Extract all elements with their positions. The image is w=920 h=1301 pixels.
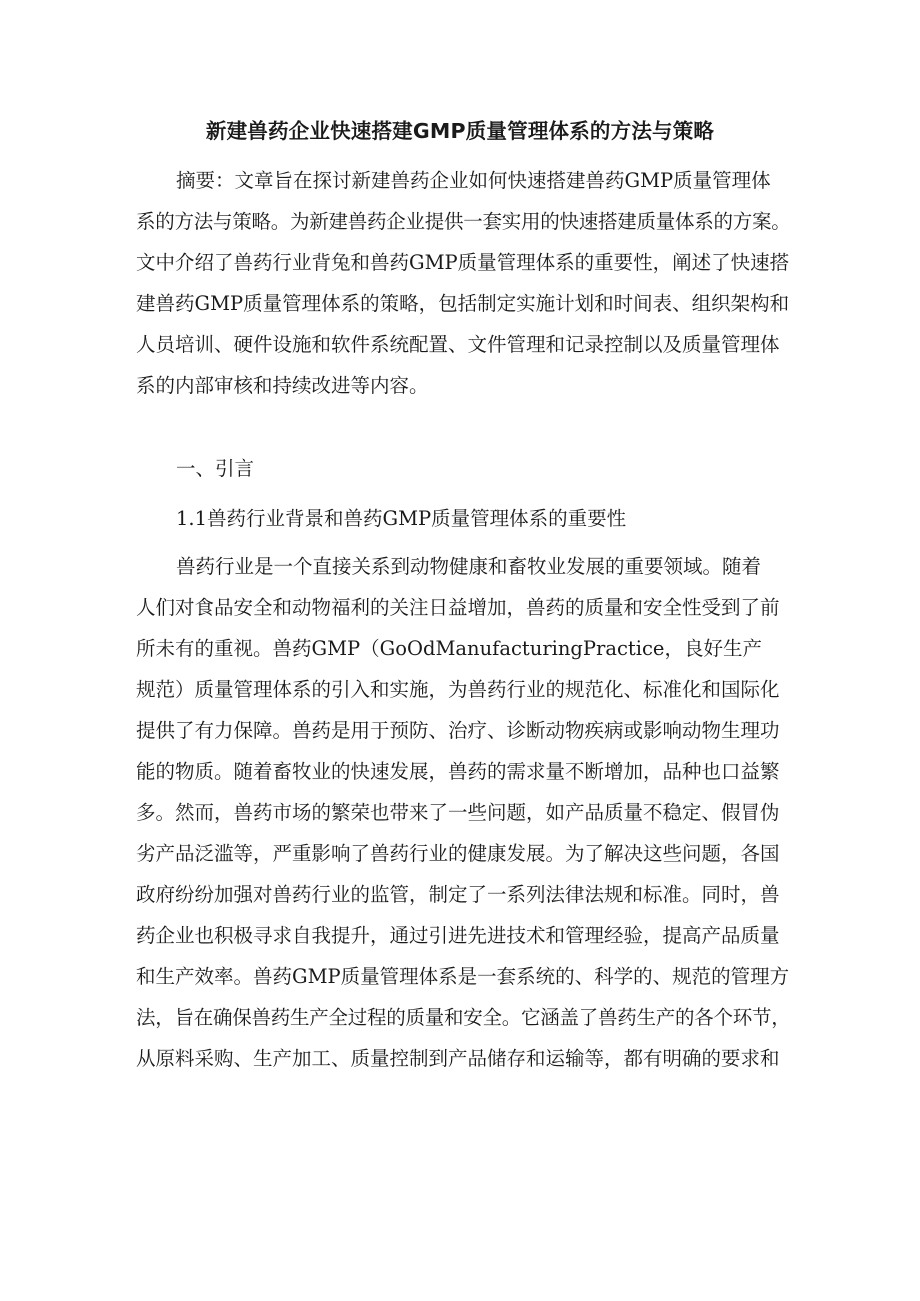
paragraph-line: 从原料采购、生产加工、质量控制到产品储存和运输等，都有明确的要求和 (136, 1047, 780, 1070)
body-paragraph (136, 546, 792, 1079)
paragraph-line: 所未有的重视。兽药GMP（GoOdManufacturingPractice，良好生产 (136, 637, 762, 660)
paragraph-line: 和生产效率。兽药GMP质量管理体系是一套系统的、科学的、规范的管理方 (136, 965, 790, 988)
paragraph-line: 政府纷纷加强对兽药行业的监管，制定了一系列法律法规和标准。同时，兽 (136, 883, 780, 906)
paragraph-line: 法，旨在确保兽药生产全过程的质量和安全。它涵盖了兽药生产的各个环节， (136, 1006, 791, 1029)
abstract-line: 建兽药GMP质量管理体系的策略，包括制定实施计划和时间表、组织架构和 (136, 292, 790, 315)
paragraph-line: 规范）质量管理体系的引入和实施，为兽药行业的规范化、标准化和国际化 (136, 678, 780, 701)
paragraph-line: 药企业也积极寻求自我提升，通过引进先进技术和管理经验，提高产品质量 (136, 924, 780, 947)
paragraph-line: 多。然而，兽药市场的繁荣也带来了一些问题，如产品质量不稳定、假冒伪 (136, 801, 780, 824)
document-title: 新建兽药企业快速搭建GMP质量管理体系的方法与策略 (205, 119, 715, 143)
paragraph-line: 提供了有力保障。兽药是用于预防、治疗、诊断动物疾病或影响动物生理功 (136, 719, 780, 742)
paragraph-line: 能的物质。随着畜牧业的快速发展，兽药的需求量不断增加，品种也口益繁 (136, 760, 780, 783)
abstract-paragraph (136, 160, 792, 406)
abstract-line: 人员培训、硬件设施和软件系统配置、文件管理和记录控制以及质量管理体 (136, 333, 780, 356)
abstract-line: 系的方法与策略。为新建兽药企业提供一套实用的快速搭建质量体系的方案。 (136, 210, 791, 233)
abstract-line: 系的内部审核和持续改进等内容。 (136, 374, 429, 397)
abstract-line: 摘要：文章旨在探讨新建兽药企业如何快速搭建兽药GMP质量管理体 (176, 169, 771, 192)
paragraph-line: 兽药行业是一个直接关系到动物健康和畜牧业发展的重要领域。随着 (176, 555, 762, 578)
paragraph-line: 劣产品泛滥等，严重影响了兽药行业的健康发展。为了解决这些问题，各国 (136, 842, 780, 865)
section-heading-1: 一、引言 (176, 457, 255, 480)
section-heading-1-1: 1.1兽药行业背景和兽药GMP质量管理体系的重要性 (176, 507, 627, 530)
abstract-line: 文中介绍了兽药行业背兔和兽药GMP质量管理体系的重要性，阐述了快速搭 (136, 251, 790, 274)
paragraph-line: 人们对食品安全和动物福利的关注日益增加，兽药的质量和安全性受到了前 (136, 596, 780, 619)
